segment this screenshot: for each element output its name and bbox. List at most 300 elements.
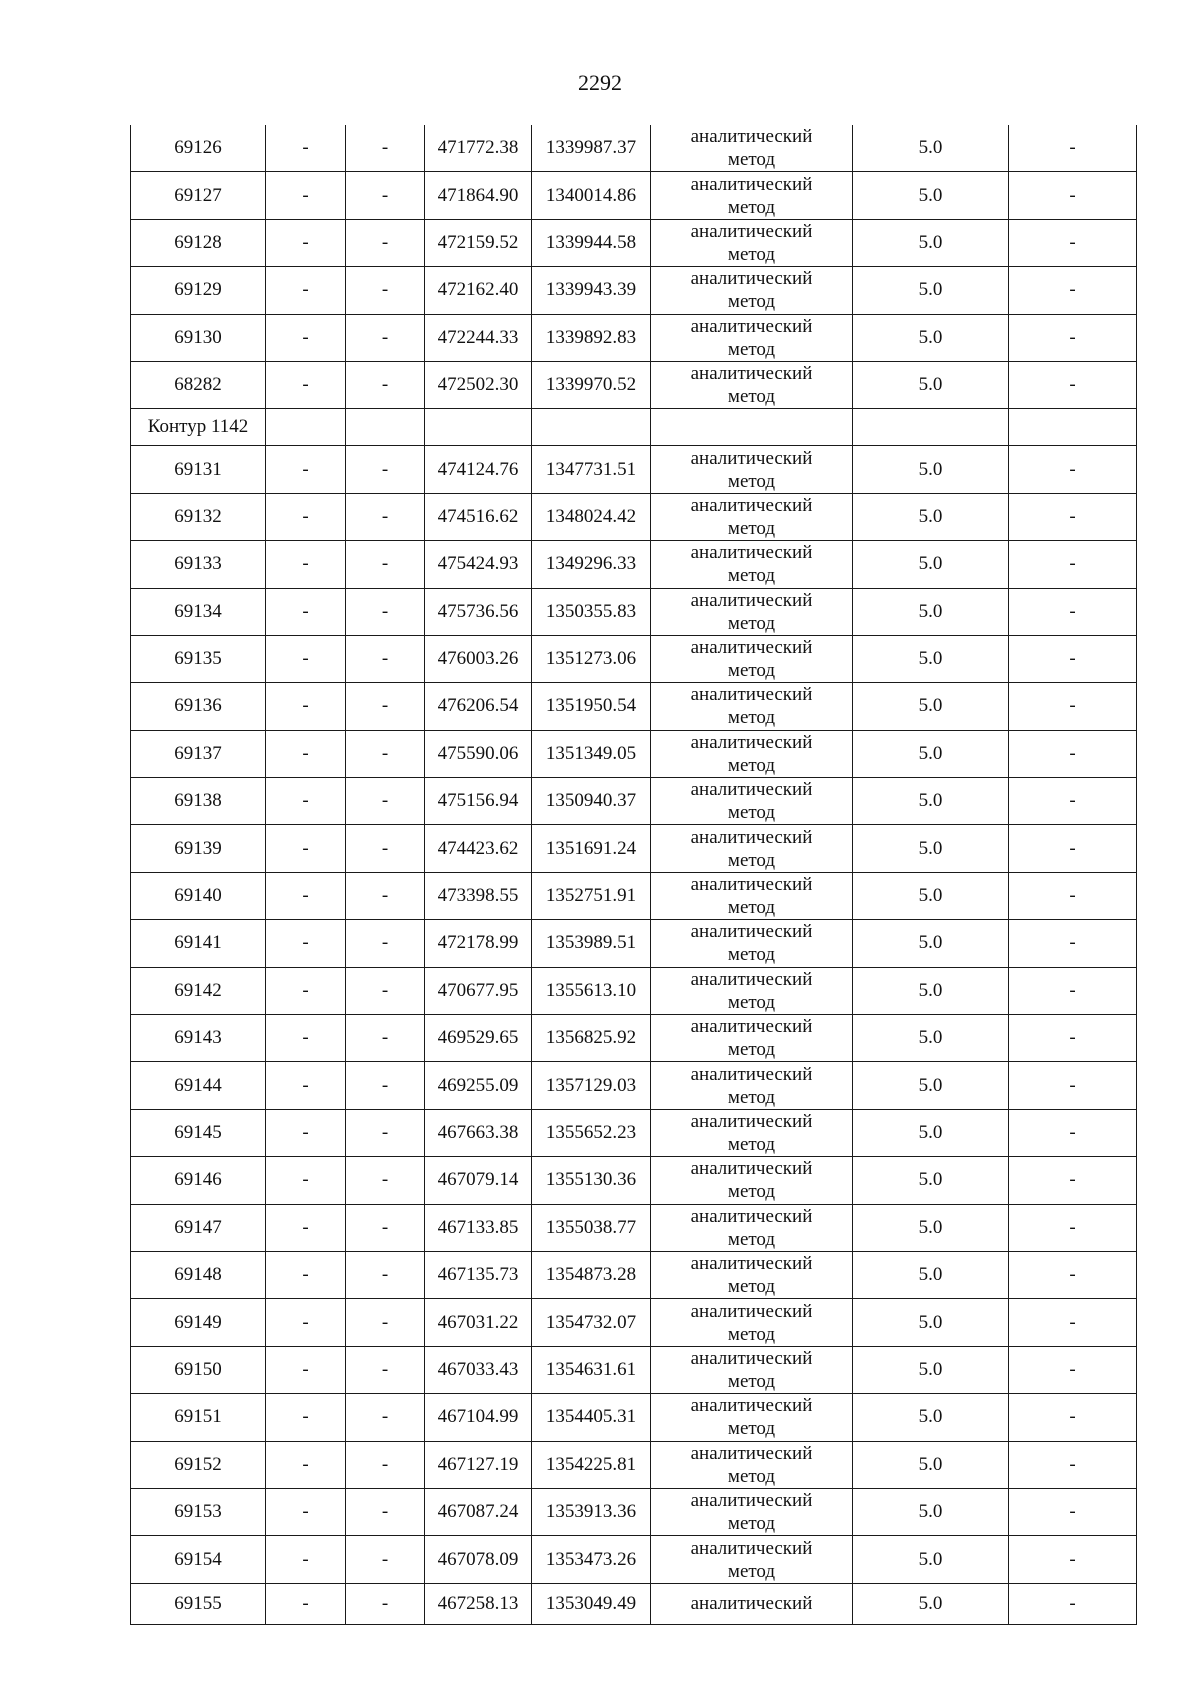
method-cell [651, 1251, 853, 1298]
empty-cell [266, 409, 346, 446]
col2-cell: - [266, 446, 346, 493]
accuracy-cell: 5.0 [853, 588, 1009, 635]
method-line-1: аналитический [690, 874, 813, 896]
y-coordinate-cell: 1353049.49 [532, 1583, 651, 1624]
empty-cell [532, 409, 651, 446]
col2-cell: - [266, 1394, 346, 1441]
col2-cell: - [266, 1157, 346, 1204]
y-coordinate-cell: 1355652.23 [532, 1109, 651, 1156]
col3-cell: - [346, 920, 425, 967]
accuracy-cell: 5.0 [853, 1109, 1009, 1156]
col8-cell: - [1009, 1536, 1137, 1583]
method-cell [651, 730, 853, 777]
method-line-1: аналитический [690, 1490, 813, 1512]
x-coordinate-cell: 467104.99 [425, 1394, 532, 1441]
table-row [131, 920, 1137, 967]
table-row [131, 825, 1137, 872]
x-coordinate-cell: 467033.43 [425, 1346, 532, 1393]
x-coordinate-cell: 472159.52 [425, 219, 532, 266]
table-row [131, 1394, 1137, 1441]
method-line-1: аналитический [690, 826, 813, 848]
col8-cell: - [1009, 361, 1137, 408]
method-line-2: метод [727, 149, 776, 171]
y-coordinate-cell: 1353913.36 [532, 1488, 651, 1535]
col3-cell: - [346, 1109, 425, 1156]
coordinates-table [130, 125, 1137, 1625]
method-line-1: аналитический [690, 684, 813, 706]
table-row [131, 1441, 1137, 1488]
method-line-2: метод [727, 1370, 776, 1392]
point-id-cell: 69136 [131, 683, 266, 730]
col2-cell: - [266, 1441, 346, 1488]
col2-cell: - [266, 1109, 346, 1156]
method-line-2: метод [727, 660, 776, 682]
y-coordinate-cell: 1351691.24 [532, 825, 651, 872]
table-row [131, 730, 1137, 777]
y-coordinate-cell: 1348024.42 [532, 493, 651, 540]
col2-cell: - [266, 125, 346, 172]
col3-cell: - [346, 872, 425, 919]
method-line-2: метод [727, 1560, 776, 1582]
method-line-2: метод [727, 849, 776, 871]
method-line-2: метод [727, 517, 776, 539]
y-coordinate-cell: 1352751.91 [532, 872, 651, 919]
accuracy-cell: 5.0 [853, 778, 1009, 825]
table-row [131, 778, 1137, 825]
table-row [131, 1251, 1137, 1298]
method-line-1: аналитический [690, 1347, 813, 1369]
x-coordinate-cell: 474516.62 [425, 493, 532, 540]
table-row [131, 1536, 1137, 1583]
method-line-1: аналитический [690, 1205, 813, 1227]
method-line-2: метод [727, 565, 776, 587]
accuracy-cell: 5.0 [853, 967, 1009, 1014]
accuracy-cell: 5.0 [853, 267, 1009, 314]
point-id-cell: 69153 [131, 1488, 266, 1535]
point-id-cell: 69131 [131, 446, 266, 493]
method-cell [651, 635, 853, 682]
method-line-1: аналитический [690, 542, 813, 564]
y-coordinate-cell: 1353473.26 [532, 1536, 651, 1583]
x-coordinate-cell: 467078.09 [425, 1536, 532, 1583]
accuracy-cell: 5.0 [853, 1299, 1009, 1346]
table-row [131, 446, 1137, 493]
method-line-2: метод [727, 1418, 776, 1440]
x-coordinate-cell: 469255.09 [425, 1062, 532, 1109]
table-row [131, 1346, 1137, 1393]
col2-cell: - [266, 1251, 346, 1298]
method-line-2: метод [727, 944, 776, 966]
col8-cell: - [1009, 730, 1137, 777]
col8-cell: - [1009, 1583, 1137, 1624]
point-id-cell: 69144 [131, 1062, 266, 1109]
col8-cell: - [1009, 267, 1137, 314]
table-row [131, 1157, 1137, 1204]
col2-cell: - [266, 314, 346, 361]
method-cell [651, 1015, 853, 1062]
col2-cell: - [266, 825, 346, 872]
accuracy-cell: 5.0 [853, 1346, 1009, 1393]
method-line-1: аналитический [690, 637, 813, 659]
method-cell [651, 446, 853, 493]
accuracy-cell: 5.0 [853, 1204, 1009, 1251]
method-line-2: метод [727, 1276, 776, 1298]
point-id-cell: 69134 [131, 588, 266, 635]
col3-cell: - [346, 588, 425, 635]
table-row [131, 1204, 1137, 1251]
col8-cell: - [1009, 683, 1137, 730]
method-line-1: аналитический [690, 731, 813, 753]
accuracy-cell: 5.0 [853, 920, 1009, 967]
table-row [131, 1109, 1137, 1156]
col8-cell: - [1009, 588, 1137, 635]
col8-cell: - [1009, 1441, 1137, 1488]
method-line-2: метод [727, 612, 776, 634]
col8-cell: - [1009, 1394, 1137, 1441]
method-line-2: метод [727, 754, 776, 776]
method-cell [651, 1157, 853, 1204]
table-row [131, 314, 1137, 361]
x-coordinate-cell: 475736.56 [425, 588, 532, 635]
accuracy-cell: 5.0 [853, 1441, 1009, 1488]
col2-cell: - [266, 267, 346, 314]
method-cell [651, 1109, 853, 1156]
x-coordinate-cell: 467133.85 [425, 1204, 532, 1251]
col2-cell: - [266, 967, 346, 1014]
method-line-1: аналитический [690, 315, 813, 337]
point-id-cell: 69145 [131, 1109, 266, 1156]
y-coordinate-cell: 1350940.37 [532, 778, 651, 825]
x-coordinate-cell: 467087.24 [425, 1488, 532, 1535]
col8-cell: - [1009, 1251, 1137, 1298]
x-coordinate-cell: 467031.22 [425, 1299, 532, 1346]
empty-cell [1009, 409, 1137, 446]
x-coordinate-cell: 467135.73 [425, 1251, 532, 1298]
col3-cell: - [346, 1536, 425, 1583]
y-coordinate-cell: 1339970.52 [532, 361, 651, 408]
col2-cell: - [266, 588, 346, 635]
method-line-2: метод [727, 1465, 776, 1487]
x-coordinate-cell: 472162.40 [425, 267, 532, 314]
accuracy-cell: 5.0 [853, 1488, 1009, 1535]
method-line-2: метод [727, 1228, 776, 1250]
y-coordinate-cell: 1354873.28 [532, 1251, 651, 1298]
table-row [131, 635, 1137, 682]
y-coordinate-cell: 1354631.61 [532, 1346, 651, 1393]
x-coordinate-cell: 474423.62 [425, 825, 532, 872]
col8-cell: - [1009, 825, 1137, 872]
table-row [131, 1299, 1137, 1346]
empty-cell [346, 409, 425, 446]
method-cell [651, 541, 853, 588]
method-line-1: аналитический [690, 921, 813, 943]
method-cell [651, 1488, 853, 1535]
method-cell [651, 778, 853, 825]
col3-cell: - [346, 1015, 425, 1062]
point-id-cell: 69148 [131, 1251, 266, 1298]
col3-cell: - [346, 1299, 425, 1346]
accuracy-cell: 5.0 [853, 1394, 1009, 1441]
col3-cell: - [346, 493, 425, 540]
col8-cell: - [1009, 872, 1137, 919]
method-cell [651, 1062, 853, 1109]
method-line-1: аналитический [690, 589, 813, 611]
col3-cell: - [346, 1441, 425, 1488]
col8-cell: - [1009, 1062, 1137, 1109]
method-cell [651, 1299, 853, 1346]
point-id-cell: 69146 [131, 1157, 266, 1204]
point-id-cell: 69128 [131, 219, 266, 266]
method-line-1: аналитический [690, 494, 813, 516]
point-id-cell: 69142 [131, 967, 266, 1014]
col3-cell: - [346, 172, 425, 219]
point-id-cell: 69143 [131, 1015, 266, 1062]
point-id-cell: 69138 [131, 778, 266, 825]
empty-cell [651, 409, 853, 446]
col3-cell: - [346, 967, 425, 1014]
method-line-1: аналитический [690, 1063, 813, 1085]
table-row [131, 683, 1137, 730]
method-line-1: аналитический [690, 1016, 813, 1038]
col2-cell: - [266, 778, 346, 825]
col2-cell: - [266, 1204, 346, 1251]
col3-cell: - [346, 683, 425, 730]
point-id-cell: 69152 [131, 1441, 266, 1488]
col2-cell: - [266, 1062, 346, 1109]
accuracy-cell: 5.0 [853, 730, 1009, 777]
x-coordinate-cell: 467258.13 [425, 1583, 532, 1624]
contour-header-row [131, 409, 1137, 446]
y-coordinate-cell: 1350355.83 [532, 588, 651, 635]
method-cell [651, 219, 853, 266]
table-row [131, 588, 1137, 635]
col8-cell: - [1009, 125, 1137, 172]
y-coordinate-cell: 1354732.07 [532, 1299, 651, 1346]
col8-cell: - [1009, 541, 1137, 588]
y-coordinate-cell: 1339987.37 [532, 125, 651, 172]
col3-cell: - [346, 1157, 425, 1204]
point-id-cell: 69132 [131, 493, 266, 540]
point-id-cell: 69133 [131, 541, 266, 588]
accuracy-cell: 5.0 [853, 125, 1009, 172]
x-coordinate-cell: 471772.38 [425, 125, 532, 172]
accuracy-cell: 5.0 [853, 1062, 1009, 1109]
col8-cell: - [1009, 967, 1137, 1014]
y-coordinate-cell: 1355038.77 [532, 1204, 651, 1251]
col8-cell: - [1009, 778, 1137, 825]
method-line-2: метод [727, 338, 776, 360]
col3-cell: - [346, 1488, 425, 1535]
point-id-cell: 69151 [131, 1394, 266, 1441]
col3-cell: - [346, 219, 425, 266]
accuracy-cell: 5.0 [853, 541, 1009, 588]
col2-cell: - [266, 1536, 346, 1583]
table-row [131, 493, 1137, 540]
method-line-1: аналитический [690, 363, 813, 385]
x-coordinate-cell: 476003.26 [425, 635, 532, 682]
point-id-cell: 69150 [131, 1346, 266, 1393]
col3-cell: - [346, 1394, 425, 1441]
method-line-2: метод [727, 991, 776, 1013]
col8-cell: - [1009, 493, 1137, 540]
method-line-1: аналитический [690, 220, 813, 242]
y-coordinate-cell: 1354405.31 [532, 1394, 651, 1441]
point-id-cell: 69141 [131, 920, 266, 967]
y-coordinate-cell: 1351273.06 [532, 635, 651, 682]
method-cell [651, 967, 853, 1014]
point-id-cell: 69130 [131, 314, 266, 361]
method-cell [651, 1441, 853, 1488]
page-number: 2292 [578, 70, 622, 95]
accuracy-cell: 5.0 [853, 446, 1009, 493]
table-row [131, 541, 1137, 588]
table-row [131, 872, 1137, 919]
accuracy-cell: 5.0 [853, 1157, 1009, 1204]
x-coordinate-cell: 474124.76 [425, 446, 532, 493]
method-line-2: метод [727, 1181, 776, 1203]
method-line-2: метод [727, 897, 776, 919]
method-line-1: аналитический [690, 1537, 813, 1559]
y-coordinate-cell: 1356825.92 [532, 1015, 651, 1062]
x-coordinate-cell: 476206.54 [425, 683, 532, 730]
method-cell [651, 1204, 853, 1251]
method-line-1: аналитический [690, 1593, 813, 1615]
empty-cell [853, 409, 1009, 446]
y-coordinate-cell: 1355613.10 [532, 967, 651, 1014]
col8-cell: - [1009, 1157, 1137, 1204]
method-line-1: аналитический [690, 1300, 813, 1322]
table-row [131, 967, 1137, 1014]
accuracy-cell: 5.0 [853, 219, 1009, 266]
table-row [131, 1062, 1137, 1109]
contour-label: Контур 1142 [131, 409, 266, 446]
col2-cell: - [266, 1346, 346, 1393]
y-coordinate-cell: 1355130.36 [532, 1157, 651, 1204]
method-line-2: метод [727, 1086, 776, 1108]
col3-cell: - [346, 825, 425, 872]
col8-cell: - [1009, 1109, 1137, 1156]
method-cell [651, 588, 853, 635]
method-line-1: аналитический [690, 1158, 813, 1180]
col8-cell: - [1009, 635, 1137, 682]
point-id-cell: 69137 [131, 730, 266, 777]
col2-cell: - [266, 1015, 346, 1062]
y-coordinate-cell: 1347731.51 [532, 446, 651, 493]
accuracy-cell: 5.0 [853, 1251, 1009, 1298]
col2-cell: - [266, 920, 346, 967]
method-cell [651, 920, 853, 967]
table-row [131, 219, 1137, 266]
col3-cell: - [346, 1204, 425, 1251]
x-coordinate-cell: 467079.14 [425, 1157, 532, 1204]
accuracy-cell: 5.0 [853, 825, 1009, 872]
method-line-2: метод [727, 802, 776, 824]
x-coordinate-cell: 467127.19 [425, 1441, 532, 1488]
col2-cell: - [266, 172, 346, 219]
point-id-cell: 69129 [131, 267, 266, 314]
x-coordinate-cell: 473398.55 [425, 872, 532, 919]
accuracy-cell: 5.0 [853, 683, 1009, 730]
y-coordinate-cell: 1354225.81 [532, 1441, 651, 1488]
method-line-2: метод [727, 1134, 776, 1155]
table-row [131, 125, 1137, 172]
method-line-1: аналитический [690, 268, 813, 290]
method-cell [651, 172, 853, 219]
method-cell [651, 1394, 853, 1441]
col3-cell: - [346, 361, 425, 408]
accuracy-cell: 5.0 [853, 314, 1009, 361]
col8-cell: - [1009, 1488, 1137, 1535]
col3-cell: - [346, 1251, 425, 1298]
method-cell [651, 493, 853, 540]
method-line-2: метод [727, 196, 776, 218]
col3-cell: - [346, 267, 425, 314]
method-line-2: метод [727, 707, 776, 729]
method-line-2: метод [727, 291, 776, 313]
method-line-1: аналитический [690, 1253, 813, 1275]
x-coordinate-cell: 471864.90 [425, 172, 532, 219]
col3-cell: - [346, 1062, 425, 1109]
method-line-1: аналитический [690, 447, 813, 469]
y-coordinate-cell: 1351349.05 [532, 730, 651, 777]
x-coordinate-cell: 475424.93 [425, 541, 532, 588]
point-id-cell: 69126 [131, 125, 266, 172]
accuracy-cell: 5.0 [853, 1536, 1009, 1583]
col8-cell: - [1009, 1015, 1137, 1062]
point-id-cell: 69127 [131, 172, 266, 219]
table-row [131, 172, 1137, 219]
method-cell [651, 314, 853, 361]
x-coordinate-cell: 472244.33 [425, 314, 532, 361]
col3-cell: - [346, 314, 425, 361]
method-cell [651, 1583, 853, 1624]
point-id-cell: 69149 [131, 1299, 266, 1346]
point-id-cell: 69147 [131, 1204, 266, 1251]
col3-cell: - [346, 1346, 425, 1393]
col3-cell: - [346, 125, 425, 172]
y-coordinate-cell: 1339944.58 [532, 219, 651, 266]
y-coordinate-cell: 1340014.86 [532, 172, 651, 219]
method-line-2: метод [727, 1513, 776, 1535]
y-coordinate-cell: 1339892.83 [532, 314, 651, 361]
method-cell [651, 361, 853, 408]
point-id-cell: 69135 [131, 635, 266, 682]
method-line-1: аналитический [690, 1395, 813, 1417]
col8-cell: - [1009, 446, 1137, 493]
method-line-1: аналитический [690, 1111, 813, 1132]
col2-cell: - [266, 1299, 346, 1346]
col2-cell: - [266, 219, 346, 266]
y-coordinate-cell: 1351950.54 [532, 683, 651, 730]
y-coordinate-cell: 1353989.51 [532, 920, 651, 967]
col3-cell: - [346, 446, 425, 493]
table-row [131, 361, 1137, 408]
table-body [131, 125, 1137, 1624]
x-coordinate-cell: 469529.65 [425, 1015, 532, 1062]
col8-cell: - [1009, 1204, 1137, 1251]
accuracy-cell: 5.0 [853, 493, 1009, 540]
accuracy-cell: 5.0 [853, 1583, 1009, 1624]
col3-cell: - [346, 1583, 425, 1624]
table-row [131, 1583, 1137, 1624]
col8-cell: - [1009, 172, 1137, 219]
col8-cell: - [1009, 314, 1137, 361]
table-row [131, 1015, 1137, 1062]
method-cell [651, 825, 853, 872]
method-line-2: метод [727, 470, 776, 492]
col2-cell: - [266, 730, 346, 777]
point-id-cell: 68282 [131, 361, 266, 408]
